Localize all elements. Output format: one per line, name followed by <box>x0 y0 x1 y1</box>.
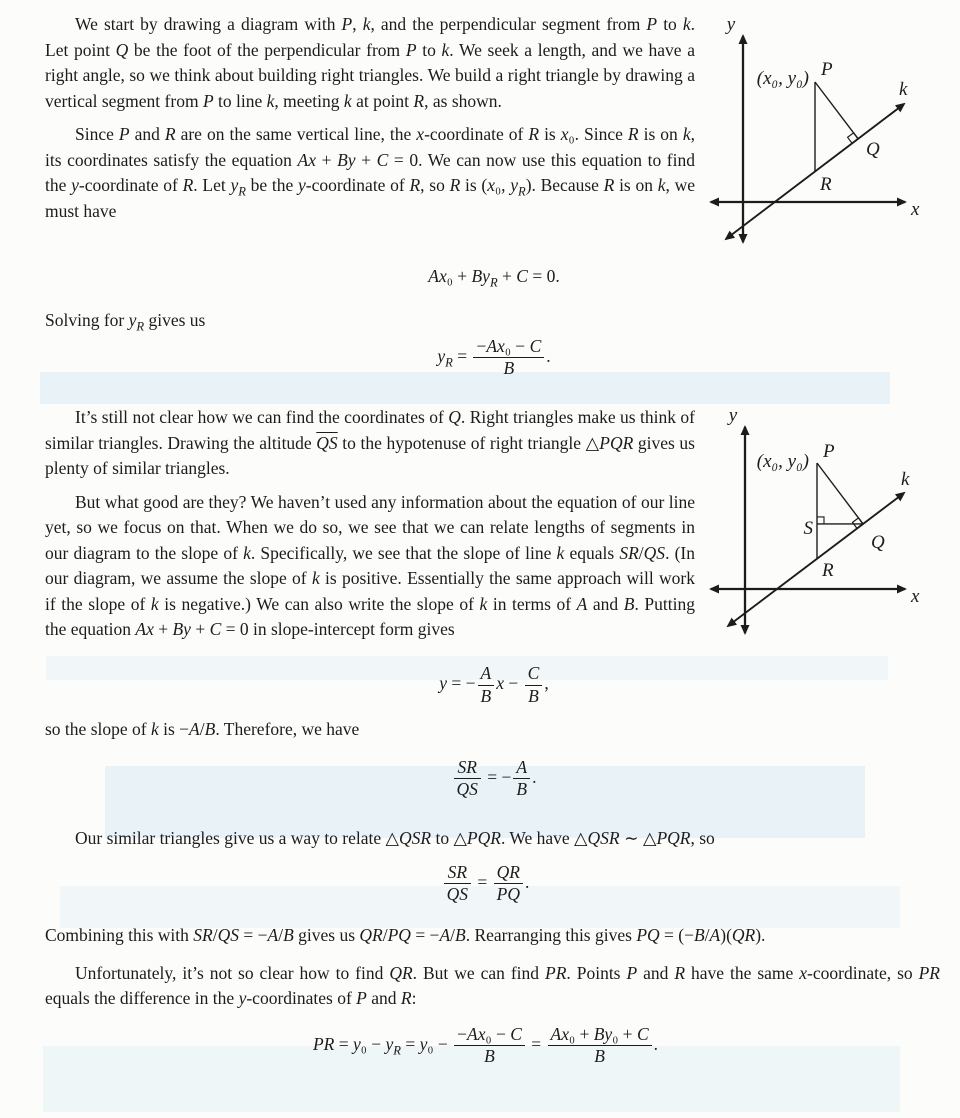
paragraph-2: Since P and R are on the same vertical line, the x-coordinate of R is x₀. Since R is on k, its coordinates satisfy the equation Ax + By + C = 0. We can now use this equation to find the y-coordinate of R. Let $y_R$ be the y-coordinate of R, so R is (x₀, $y_R$). Because R is on k, we must have <box>45 124 695 221</box>
paragraph-5: Our similar triangles give us a way to relate △QSR to △PQR. We have △QSR ∼ △PQR, so <box>75 828 715 849</box>
point-r-label: R <box>822 560 834 582</box>
equation-yr: $y_R$ = $\frac{\text{−Ax₀ − C}}{B}$ . <box>437 335 551 378</box>
line-k <box>728 493 904 626</box>
equation-similar-ratio: $\frac{SR}{QS}$ = $\frac{QR}{PQ}$ . <box>45 862 940 906</box>
segment-pq <box>815 82 858 139</box>
x-axis-label: x <box>911 199 920 220</box>
paragraph-slope: so the slope of k is −A/B. Therefore, we have <box>45 719 360 739</box>
line-k-label: k <box>901 469 910 491</box>
equation-slope-intercept: y = − $\frac{A}{B}$ x − $\frac{C}{B}$ , <box>439 663 549 706</box>
x-axis-label: x <box>911 586 920 608</box>
figure-perpendicular-diagram-1 <box>695 12 957 260</box>
section-build-right-triangle <box>0 0 960 379</box>
equation-line-through-r: $Ax_0 + By_R + C = 0$. <box>428 266 560 290</box>
point-q-label: Q <box>866 139 880 160</box>
figure-perpendicular-diagram-2 <box>695 405 957 657</box>
point-q-label: Q <box>871 532 885 554</box>
point-p-label: P <box>821 59 833 80</box>
coordinate-label: (x₀, y₀) <box>756 451 809 473</box>
point-r-label: R <box>820 174 832 195</box>
paragraph-3: It’s still not clear how we can find the coordinates of Q. Right triangles make us think of similar triangles. Drawing the altitude $\overline{QS}$ to the hypotenuse of right triangle △PQR gives us plenty of similar triangles. <box>45 407 695 479</box>
paragraph-4: But what good are they? We haven’t used any information about the equation of our line yet, so we focus on that. When we do so, we see that we can relate lengths of segments in our diagram to the slope of k. Specifically, we see that the slope of line k equals SR/QS. (In our diagram, we assume the slope of k is positive. Essentially the same approach will work if the slope of k is negative.) We can also write the slope of k in terms of A and B. Putting the equation Ax + By + C = 0 in slope-intercept form gives <box>45 491 695 640</box>
paragraph-6: Combining this with SR/QS = −A/B gives us QR/PQ = −A/B. Rearranging this gives PQ = (−B/A)(QR). <box>45 925 766 946</box>
y-axis-label: y <box>726 14 736 35</box>
section-relating-lengths <box>0 826 960 1067</box>
y-axis-label: y <box>728 405 738 427</box>
section-similar-triangles <box>0 405 960 800</box>
paragraph-7: Unfortunately, it’s not so clear how to find QR. But we can find PR. Points P and R have the same x-coordinate, so PR equals the difference in the y-coordinates of P and R: <box>45 962 940 1009</box>
point-s-label: S <box>803 518 813 540</box>
coordinate-label: (x₀, y₀) <box>756 68 809 89</box>
right-angle-mark-s <box>817 517 824 524</box>
line-k-label: k <box>899 79 908 100</box>
point-p-label: P <box>823 441 835 463</box>
paragraph-1: We start by drawing a diagram with P, k, and the perpendicular segment from P to k. Let point Q be the foot of the perpendicular from P to k. We seek a length, and we have a right angle, so we think about building right triangles. We build a right triangle by drawing a vertical segment from P to line k, meeting k at point R, as shown. <box>45 14 696 111</box>
paragraph-solving: Solving for $y_R$ gives us <box>45 310 206 334</box>
equation-pr: PR = $y_0 - y_R = y_0$ − $\frac{\text{−Ax₀ − C}}{B}$ = $\frac{\text{Ax₀ + By₀ + C}}{B}$ . <box>312 1023 658 1067</box>
segment-pq <box>817 463 863 524</box>
equation-sr-qs: $\frac{SR}{QS}$ = − $\frac{A}{B}$ . <box>45 757 957 801</box>
